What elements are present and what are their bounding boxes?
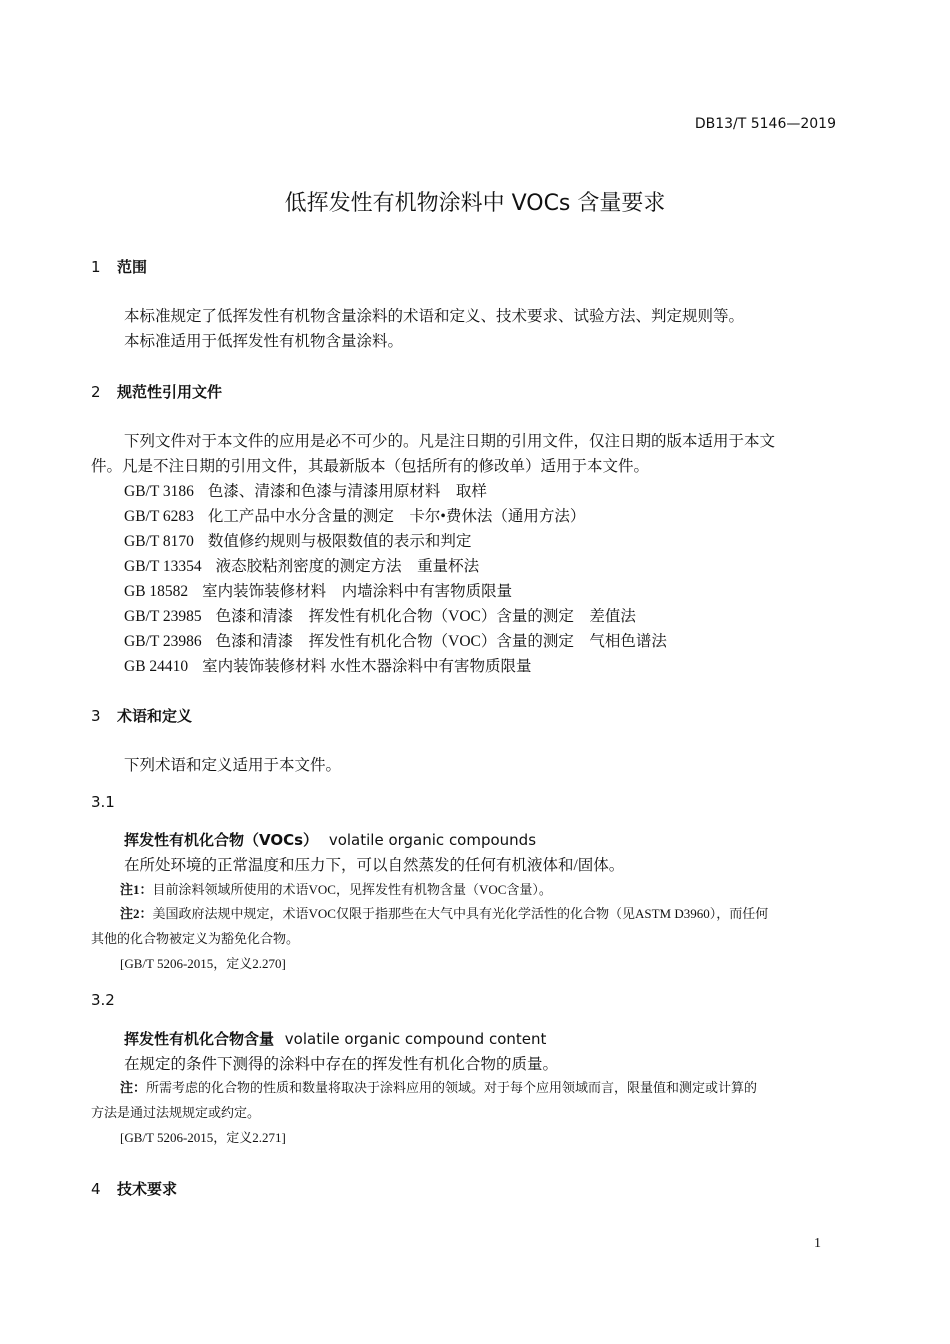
note-text: 所需考虑的化合物的性质和数量将取决于涂料应用的领域。对于每个应用领域而言，限量值和测定或计算的 <box>146 1080 758 1095</box>
reference-item <box>124 554 479 576</box>
reference-title: 化工产品中水分含量的测定 卡尔•费休法（通用方法） <box>207 508 586 525</box>
reference-item <box>124 504 585 526</box>
section-2-heading <box>91 381 222 402</box>
reference-title: 色漆、清漆和色漆与清漆用原材料 取样 <box>207 483 487 500</box>
standard-number: DB13/T 5146—2019 <box>694 116 836 132</box>
term-chinese: 挥发性有机化合物含量 <box>124 1030 275 1048</box>
term-note <box>120 879 552 898</box>
paragraph: 下列术语和定义适用于本文件。 <box>124 757 342 774</box>
section-number: 2 <box>91 383 101 401</box>
reference-item <box>124 579 512 601</box>
note-text: 目前涂料领域所使用的术语VOC，见挥发性有机物含量（VOC含量）。 <box>152 882 552 897</box>
note-continuation: 其他的化合物被定义为豁免化合物。 <box>91 931 300 946</box>
reference-title: 色漆和清漆 挥发性有机化合物（VOC）含量的测定 气相色谱法 <box>215 633 667 650</box>
page-number: 1 <box>814 1236 821 1251</box>
term-number: 3.2 <box>91 991 115 1009</box>
note-label: 注2： <box>120 906 153 921</box>
paragraph: 下列文件对于本文件的应用是必不可少的。凡是注日期的引用文件，仅注日期的版本适用于本文 <box>124 433 776 450</box>
term-note <box>120 903 768 922</box>
section-title: 规范性引用文件 <box>117 383 223 401</box>
reference-title: 室内装饰装修材料 水性木器涂料中有害物质限量 <box>202 658 532 675</box>
term-definition: 在规定的条件下测得的涂料中存在的挥发性有机化合物的质量。 <box>124 1056 559 1073</box>
paragraph: 本标准规定了低挥发性有机物含量涂料的术语和定义、技术要求、试验方法、判定规则等。 <box>124 308 745 325</box>
reference-code: GB/T 23986 <box>124 633 202 650</box>
reference-code: GB 18582 <box>124 583 189 600</box>
note-text: 美国政府法规中规定，术语VOC仅限于指那些在大气中具有光化学活性的化合物（见ASTM D3960），而任何 <box>152 906 769 921</box>
reference-title: 室内装饰装修材料 内墙涂料中有害物质限量 <box>202 583 513 600</box>
note-label: 注： <box>120 1080 147 1095</box>
section-number: 1 <box>91 258 101 276</box>
term-chinese: 挥发性有机化合物（VOCs） <box>124 831 319 849</box>
term-heading <box>124 1028 546 1049</box>
section-title: 术语和定义 <box>117 707 193 725</box>
section-number: 3 <box>91 707 101 725</box>
section-title: 范围 <box>117 258 148 276</box>
paragraph: 件。凡是不注日期的引用文件，其最新版本（包括所有的修改单）适用于本文件。 <box>91 458 650 475</box>
reference-code: GB/T 3186 <box>124 483 194 500</box>
section-title: 技术要求 <box>117 1180 178 1198</box>
term-note <box>120 1077 757 1096</box>
reference-item <box>124 629 667 651</box>
reference-item <box>124 529 471 551</box>
reference-item <box>124 479 487 501</box>
section-3-heading <box>91 705 192 726</box>
section-4-heading <box>91 1178 177 1199</box>
paragraph: 本标准适用于低挥发性有机物含量涂料。 <box>124 333 404 350</box>
term-heading <box>124 829 536 850</box>
term-english: volatile organic compounds <box>328 831 537 849</box>
section-number: 4 <box>91 1180 101 1198</box>
reference-item <box>124 654 532 676</box>
reference-title: 液态胶粘剂密度的测定方法 重量杯法 <box>215 558 480 575</box>
section-1-heading <box>91 256 147 277</box>
reference-code: GB 24410 <box>124 658 189 675</box>
reference-code: GB/T 13354 <box>124 558 202 575</box>
term-source: [GB/T 5206-2015，定义2.271] <box>120 1130 286 1145</box>
reference-title: 数值修约规则与极限数值的表示和判定 <box>207 533 472 550</box>
document-title: 低挥发性有机物涂料中 VOCs 含量要求 <box>284 191 666 216</box>
note-continuation: 方法是通过法规规定或约定。 <box>91 1105 261 1120</box>
reference-item <box>124 604 636 626</box>
reference-code: GB/T 8170 <box>124 533 194 550</box>
term-definition: 在所处环境的正常温度和压力下，可以自然蒸发的任何有机液体和/固体。 <box>124 857 625 874</box>
note-label: 注1： <box>120 882 153 897</box>
reference-code: GB/T 6283 <box>124 508 194 525</box>
reference-title: 色漆和清漆 挥发性有机化合物（VOC）含量的测定 差值法 <box>215 608 636 625</box>
term-english: volatile organic compound content <box>284 1030 547 1048</box>
term-number: 3.1 <box>91 793 115 811</box>
reference-code: GB/T 23985 <box>124 608 202 625</box>
term-source: [GB/T 5206-2015，定义2.270] <box>120 956 286 971</box>
